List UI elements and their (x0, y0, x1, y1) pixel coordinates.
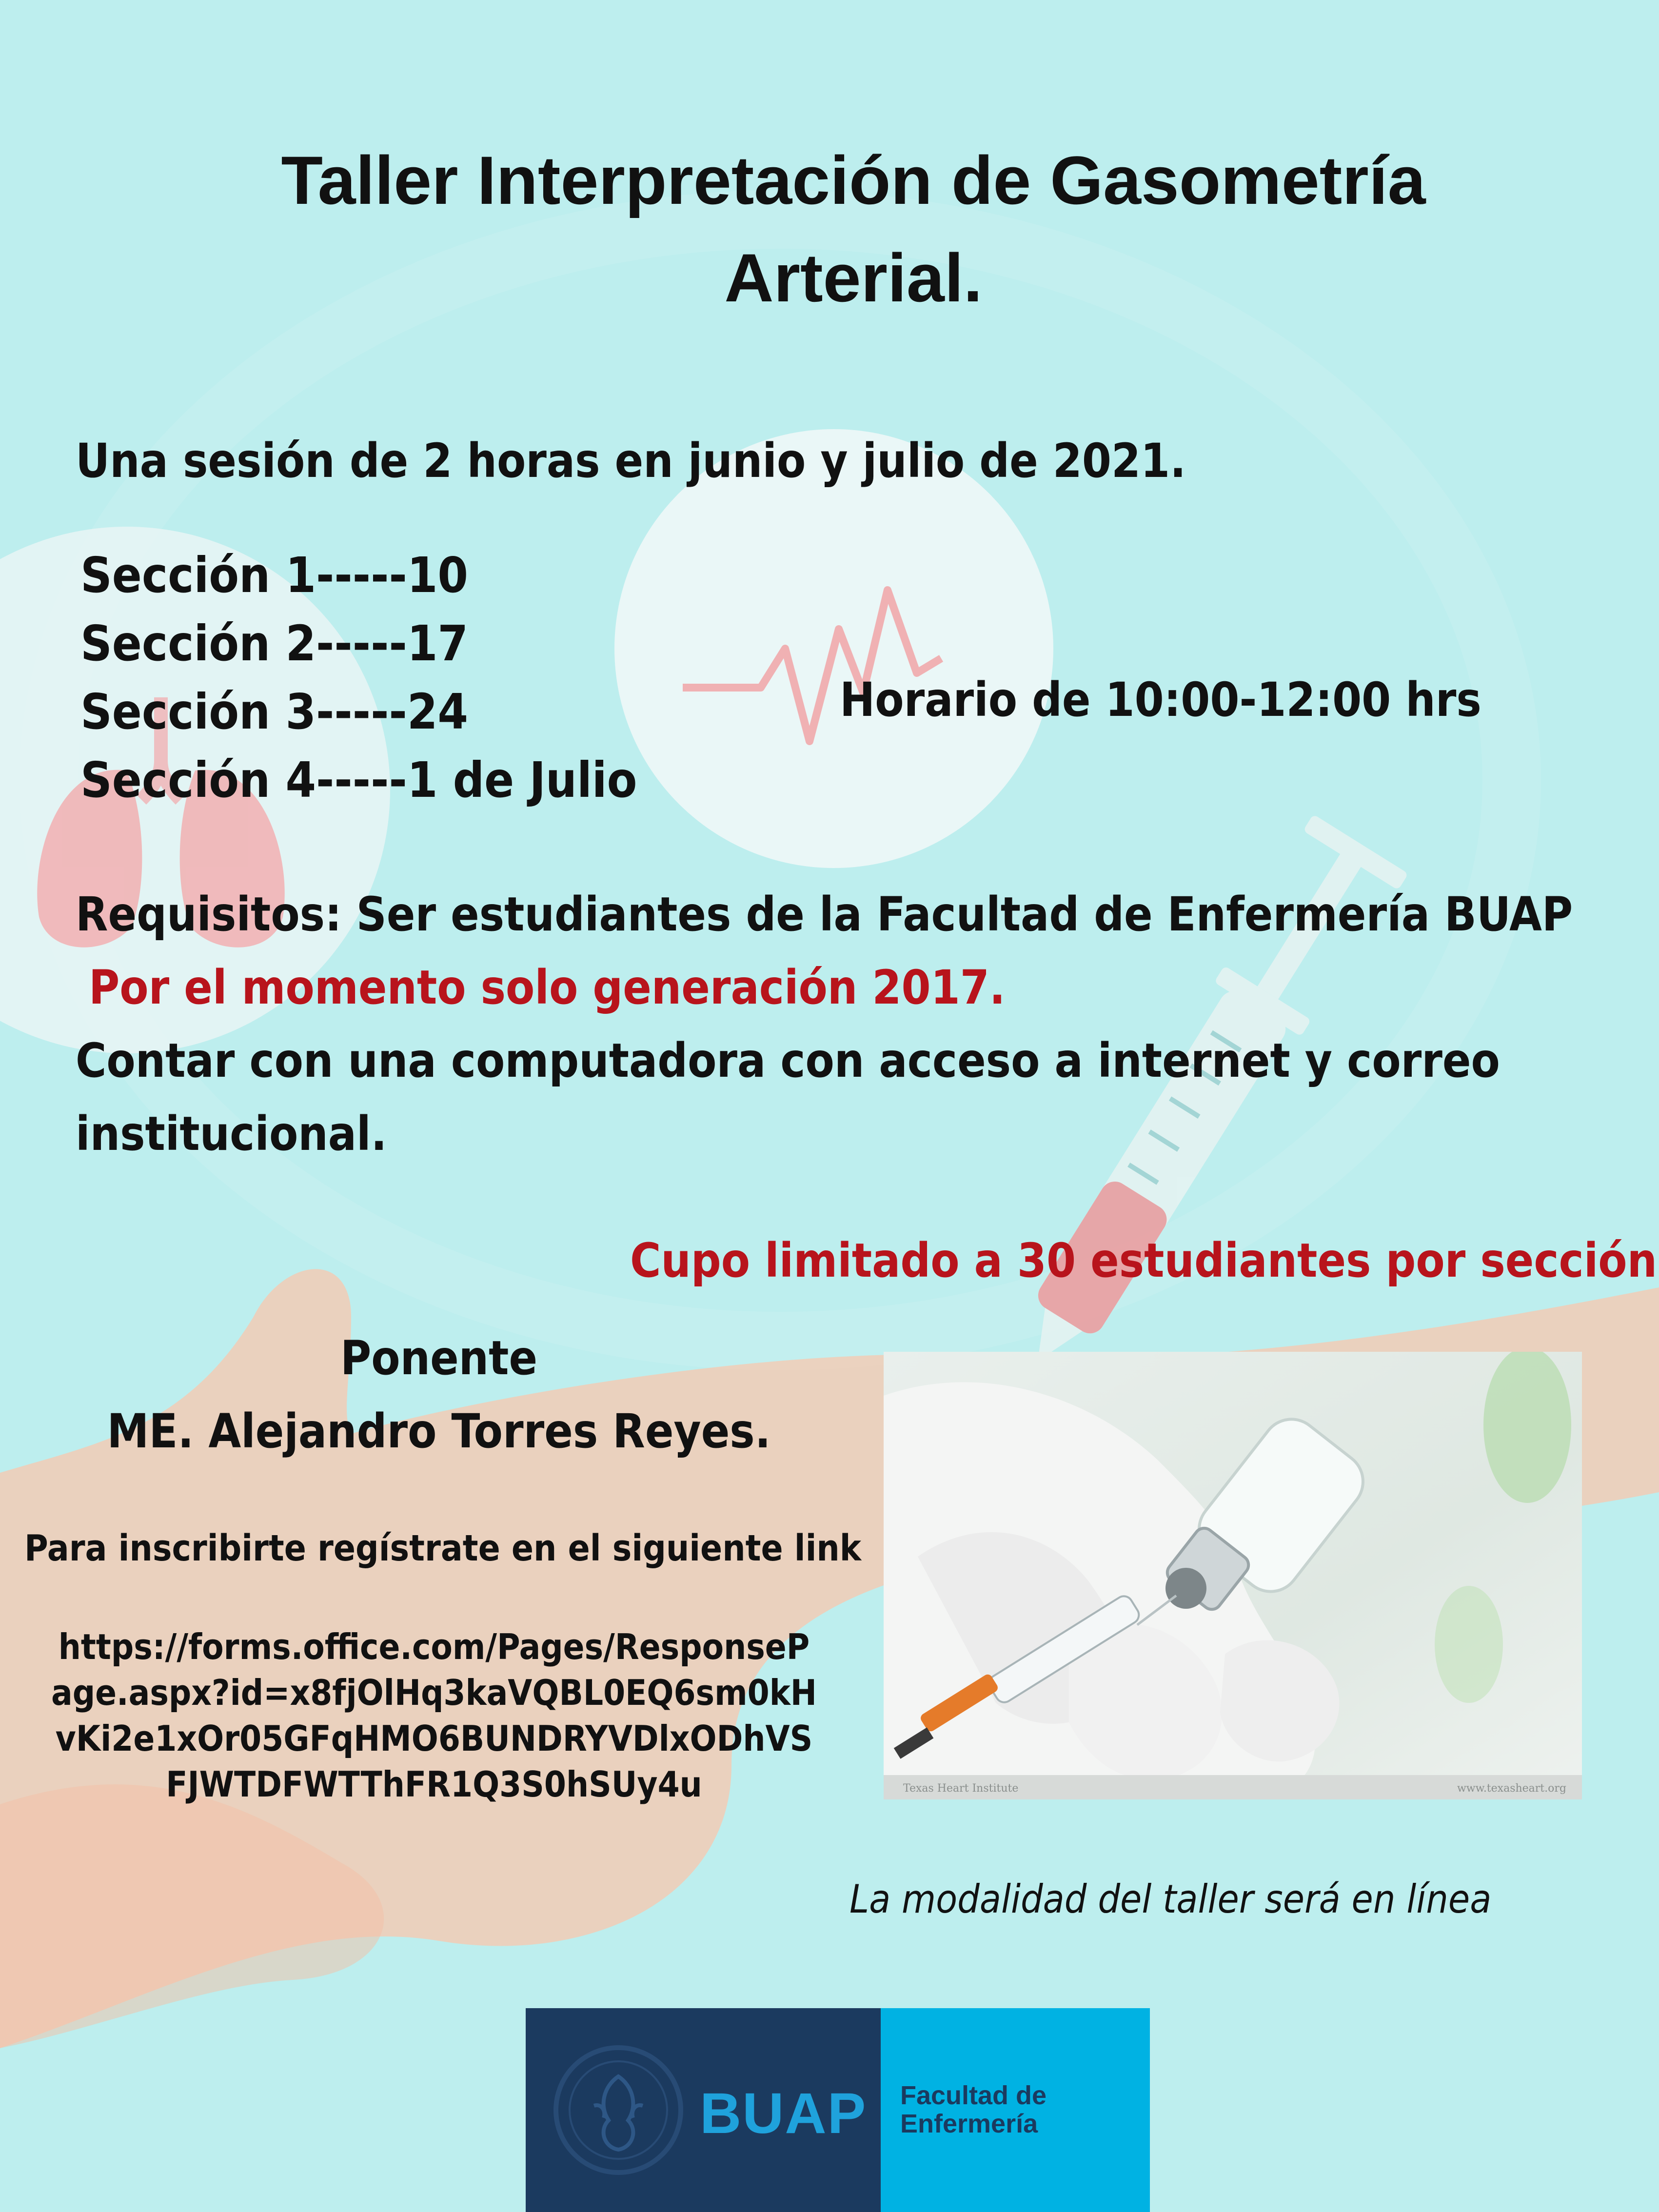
generation-note: Por el momento solo generación 2017. (89, 960, 1006, 1015)
vaccine-vial-syringe-photo (884, 1352, 1582, 1799)
buap-wordmark: BUAP (700, 2081, 867, 2146)
session-item: Sección 4-----1 de Julio (80, 751, 637, 809)
registration-text: Para inscribirte regístrate en el siguiente link (24, 1527, 862, 1569)
intro-text: Una sesión de 2 horas en junio y julio de 2021. (76, 434, 1186, 488)
title-line-1: Taller Interpretación de Gasometría (281, 142, 1426, 218)
speaker-name: ME. Alejandro Torres Reyes. (107, 1404, 771, 1459)
logo-dark-panel (526, 2008, 881, 2212)
session-item: Sección 3-----24 (80, 683, 469, 740)
session-item: Sección 2-----17 (80, 615, 469, 672)
photo-credit-right: www.texasheart.org (1457, 1782, 1566, 1795)
photo-credit-left: Texas Heart Institute (903, 1782, 1019, 1795)
buap-logo (526, 2008, 1150, 2212)
registration-link[interactable]: https://forms.office.com/Pages/ResponsePage.aspx?id=x8fjOlHq3kaVQBL0EQ6sm0kHvKi2e1xOr05GFqHMO6BUNDRYVDlxODhVSFJWTDFWTThFR1Q3S0hSUy4u (51, 1626, 817, 1805)
session-list (80, 541, 637, 814)
requirements-line-3: institucional. (76, 1106, 387, 1161)
capacity-text: Cupo limitado a 30 estudiantes por sección (630, 1233, 1658, 1288)
title-line-2: Arterial. (724, 239, 983, 316)
schedule-text: Horario de 10:00-12:00 hrs (840, 672, 1481, 727)
buap-seal-icon (545, 2008, 691, 2212)
faculty-wordmark: Facultad de Enfermería (900, 2081, 1047, 2138)
session-item: Sección 1-----10 (80, 547, 469, 604)
requirements-line-2: Contar con una computadora con acceso a internet y correo (76, 1033, 1500, 1088)
modality-text: La modalidad del taller será en línea (849, 1876, 1492, 1922)
poster-title (73, 132, 1634, 327)
logo-light-panel (881, 2008, 1150, 2212)
requirements-line-1: Requisitos: Ser estudiantes de la Facultad de Enfermería BUAP (76, 887, 1573, 942)
speaker-heading: Ponente (340, 1331, 538, 1385)
